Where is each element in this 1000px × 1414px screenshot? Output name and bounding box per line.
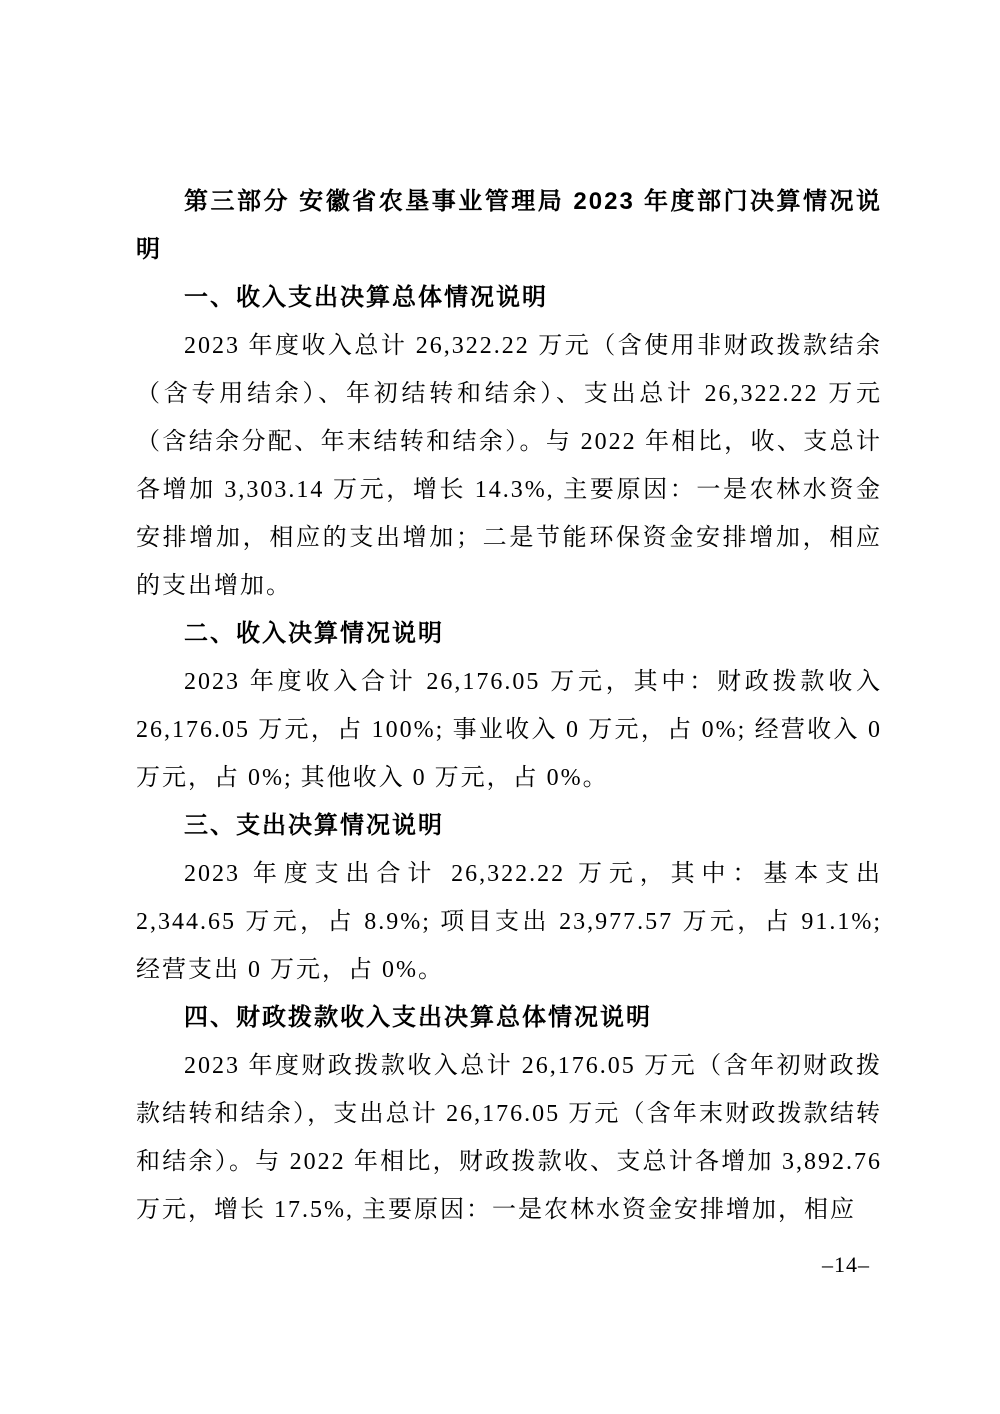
section-heading-income-statement: 二、收入决算情况说明: [184, 620, 444, 647]
paragraph-fiscal-appropriation-overview: 2023 年度财政拨款收入总计 26,176.05 万元（含年初财政拨款结转和结余），支出总计 26,176.05 万元（含年末财政拨款结转和结余）。与 2022 年相比，财政拨款收、支总计各增加 3,892.76 万元，增长 17.5%, 主要原因：一是农林水资金安排增加，相应: [136, 1053, 882, 1223]
paragraph-income-statement: 2023 年度收入合计 26,176.05 万元，其中：财政拨款收入 26,176.05 万元，占 100%; 事业收入 0 万元，占 0%; 经营收入 0 万元，占 0%; 其他收入 0 万元，占 0%。: [136, 669, 882, 791]
paragraph-expenditure-statement: 2023 年度支出合计 26,322.22 万元，其中：基本支出 2,344.65 万元，占 8.9%; 项目支出 23,977.57 万元，占 91.1%; 经营支出 0 万元，占 0%。: [136, 861, 882, 983]
part-three-title: 第三部分 安徽省农垦事业管理局 2023 年度部门决算情况说明: [136, 188, 882, 263]
section-heading-fiscal-appropriation-overview: 四、财政拨款收入支出决算总体情况说明: [184, 1004, 652, 1031]
section-heading-expenditure-statement: 三、支出决算情况说明: [184, 812, 444, 839]
page-number: –14–: [822, 1252, 870, 1277]
paragraph-income-expenditure-overview: 2023 年度收入总计 26,322.22 万元（含使用非财政拨款结余（含专用结余）、年初结转和结余）、支出总计 26,322.22 万元（含结余分配、年末结转和结余）。与 2022 年相比，收、支总计各增加 3,303.14 万元，增长 14.3%, 主要原因：一是农林水资金安排增加，相应的支出增加；二是节能环保资金安排增加，相应的支出增加。: [136, 333, 882, 599]
section-heading-income-expenditure-overview: 一、收入支出决算总体情况说明: [184, 284, 548, 311]
